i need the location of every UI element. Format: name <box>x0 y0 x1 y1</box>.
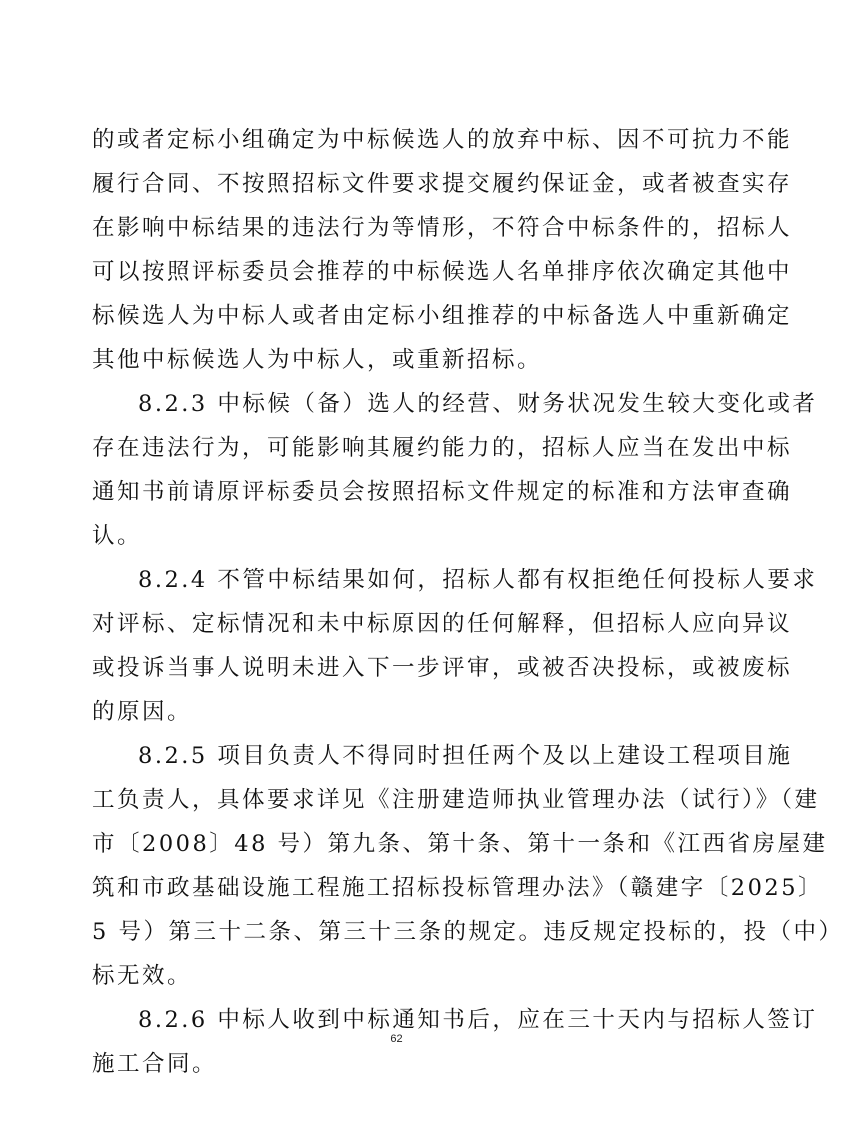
text-line: 或投诉当事人说明未进入下一步评审，或被否决投标，或被废标 <box>92 655 793 681</box>
text-line: 可以按照评标委员会推荐的中标候选人名单排序依次确定其他中 <box>92 259 793 285</box>
clause-8-2-4-start: 8.2.4 不管中标结果如何，招标人都有权拒绝任何投标人要求 <box>138 567 818 593</box>
text-line: 标无效。 <box>92 963 193 989</box>
text-line: 认。 <box>92 523 143 549</box>
text-line: 的原因。 <box>92 699 193 725</box>
text-line: 存在违法行为，可能影响其履约能力的，招标人应当在发出中标 <box>92 435 793 461</box>
page-number: 62 <box>390 1033 403 1045</box>
text-line: 的或者定标小组确定为中标候选人的放弃中标、因不可抗力不能 <box>92 127 793 153</box>
text-line: 5 号）第三十二条、第三十三条的规定。违反规定投标的，投（中） <box>92 919 843 945</box>
text-line: 履行合同、不按照招标文件要求提交履约保证金，或者被查实存 <box>92 171 793 197</box>
text-line: 市〔2008〕48 号）第九条、第十条、第十一条和《江西省房屋建 <box>92 831 828 857</box>
text-line: 在影响中标结果的违法行为等情形，不符合中标条件的，招标人 <box>92 215 793 241</box>
clause-8-2-5-start: 8.2.5 项目负责人不得同时担任两个及以上建设工程项目施 <box>138 743 793 769</box>
text-line: 标候选人为中标人或者由定标小组推荐的中标备选人中重新确定 <box>92 303 793 329</box>
text-line: 施工合同。 <box>92 1051 218 1077</box>
text-line: 其他中标候选人为中标人，或重新招标。 <box>92 347 543 373</box>
body-text <box>92 118 843 1086</box>
text-line: 通知书前请原评标委员会按照招标文件规定的标准和方法审查确 <box>92 479 793 505</box>
text-line: 对评标、定标情况和未中标原因的任何解释，但招标人应向异议 <box>92 611 793 637</box>
clause-8-2-3-start: 8.2.3 中标候（备）选人的经营、财务状况发生较大变化或者 <box>138 391 818 417</box>
clause-8-2-6-start: 8.2.6 中标人收到中标通知书后，应在三十天内与招标人签订 <box>138 1007 818 1033</box>
text-line: 工负责人，具体要求详见《注册建造师执业管理办法（试行）》（建 <box>92 787 820 813</box>
text-line: 筑和市政基础设施工程施工招标投标管理办法》（赣建字〔2025〕 <box>92 875 824 901</box>
